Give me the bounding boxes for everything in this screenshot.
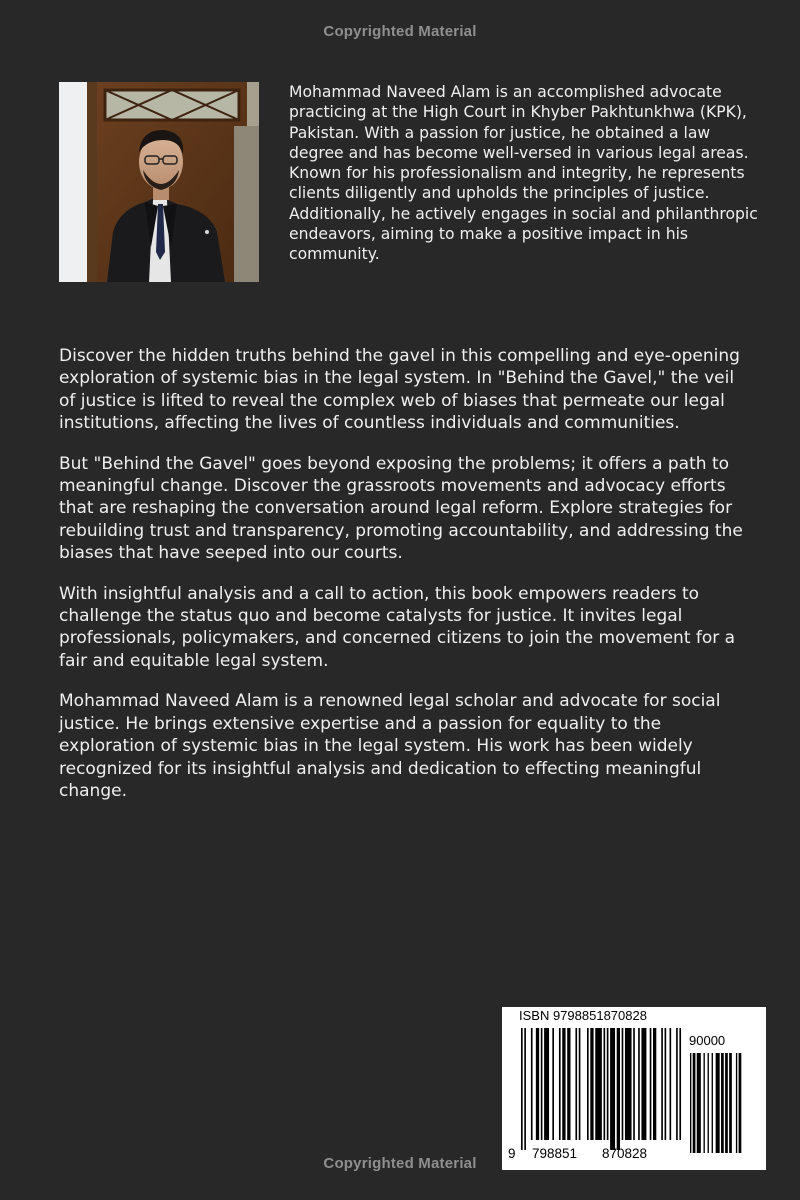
barcode-bar (536, 1028, 539, 1140)
barcode-bar (697, 1053, 701, 1153)
barcode-bar (521, 1028, 523, 1150)
barcode-bar (670, 1028, 672, 1140)
barcode-bar (665, 1028, 667, 1140)
watermark-top: Copyrighted Material (323, 23, 477, 40)
barcode-bar (736, 1053, 737, 1153)
barcode-bar (559, 1028, 561, 1140)
barcode-digits-lead: 9 (508, 1146, 516, 1161)
barcode-bar (541, 1028, 543, 1140)
barcode-bar (708, 1053, 709, 1153)
book-description (59, 345, 751, 820)
barcode-bar (661, 1028, 663, 1140)
barcode-bar (544, 1028, 549, 1140)
barcode-bar (721, 1053, 724, 1153)
ean-barcode-bars (521, 1028, 685, 1156)
description-paragraph: But "Behind the Gavel" goes beyond exposing the problems; it offers a path to meaningful change. Discover the grassroots movements and advocacy efforts that are reshaping the conversation around legal reform. Explore strategies for rebuilding trust and transparency, promoting accountability, and addressing the biases that have seeped into our courts. (59, 453, 743, 564)
barcode-bar (638, 1028, 640, 1140)
barcode-bar (524, 1028, 526, 1150)
price-code: 90000 (689, 1033, 726, 1048)
barcode-bar (604, 1028, 606, 1140)
barcode-bar (590, 1028, 593, 1140)
barcode-bar (567, 1028, 570, 1140)
barcode-bar (579, 1028, 581, 1140)
barcode-bar (725, 1053, 728, 1153)
barcode-digits-right: 870828 (602, 1146, 648, 1161)
barcode-bar (676, 1028, 678, 1140)
barcode-bar (622, 1028, 624, 1140)
barcode-bar (690, 1053, 691, 1153)
isbn-label: ISBN 9798851870828 (519, 1008, 647, 1023)
barcode-bar (562, 1028, 565, 1140)
barcode-bar (610, 1028, 615, 1150)
isbn-barcode (502, 1007, 766, 1170)
barcode-bar (716, 1053, 720, 1153)
barcode-bar (653, 1028, 656, 1140)
barcode-digits-left: 798851 (532, 1146, 578, 1161)
barcode-bar (679, 1028, 681, 1140)
barcode-bar (595, 1028, 602, 1140)
watermark-bottom: Copyrighted Material (323, 1155, 477, 1172)
description-paragraph: Mohammad Naveed Alam is a renowned legal scholar and advocate for social justice. He brings extensive expertise and a passion for equality to the exploration of systemic bias in the legal system. His work has been widely recognized for its insightful analysis and dedication to effecting meaningful change. (59, 691, 721, 801)
barcode-bar (552, 1028, 554, 1140)
description-paragraph: Discover the hidden truths behind the gavel in this compelling and eye-opening exploration of systemic bias in the legal system. In "Behind the Gavel," the veil of justice is lifted to reveal the complex web of biases that permeate our legal institutions, affecting the lives of countless individuals and communities. (59, 346, 740, 434)
barcode-bar (729, 1053, 732, 1153)
barcode-bar (625, 1028, 632, 1140)
barcode-bar (607, 1028, 609, 1140)
barcode-bar (704, 1053, 705, 1153)
barcode-bar (587, 1028, 589, 1140)
barcode-bar (641, 1028, 646, 1140)
barcode-bar (650, 1028, 652, 1140)
barcode-bar (693, 1053, 696, 1153)
description-paragraph: With insightful analysis and a call to action, this book empowers readers to challenge the status quo and become catalysts for justice. It invites legal professionals, policymakers, and concerned citizens to join the movement for a fair and equitable legal system. (59, 583, 736, 671)
barcode-bar (712, 1053, 713, 1153)
barcode-bar (531, 1028, 533, 1140)
author-bio: Mohammad Naveed Alam is an accomplished advocate practicing at the High Court in Khyber Pakhtunkhwa (KPK), Pakistan. With a passion for justice, he obtained a law degree and has become well-versed in various legal areas. Known for his professionalism and integrity, he represents clients diligently and upholds the principles of justice. Additionally, he actively engages in social and philanthropic endeavors, aiming to make a positive impact in his community. (289, 83, 758, 264)
addon-barcode-bars (690, 1053, 758, 1155)
author-photo (59, 82, 259, 282)
barcode-bar (617, 1028, 620, 1150)
barcode-bar (575, 1028, 577, 1140)
barcode-bar (739, 1053, 742, 1153)
barcode-bar (633, 1028, 635, 1140)
